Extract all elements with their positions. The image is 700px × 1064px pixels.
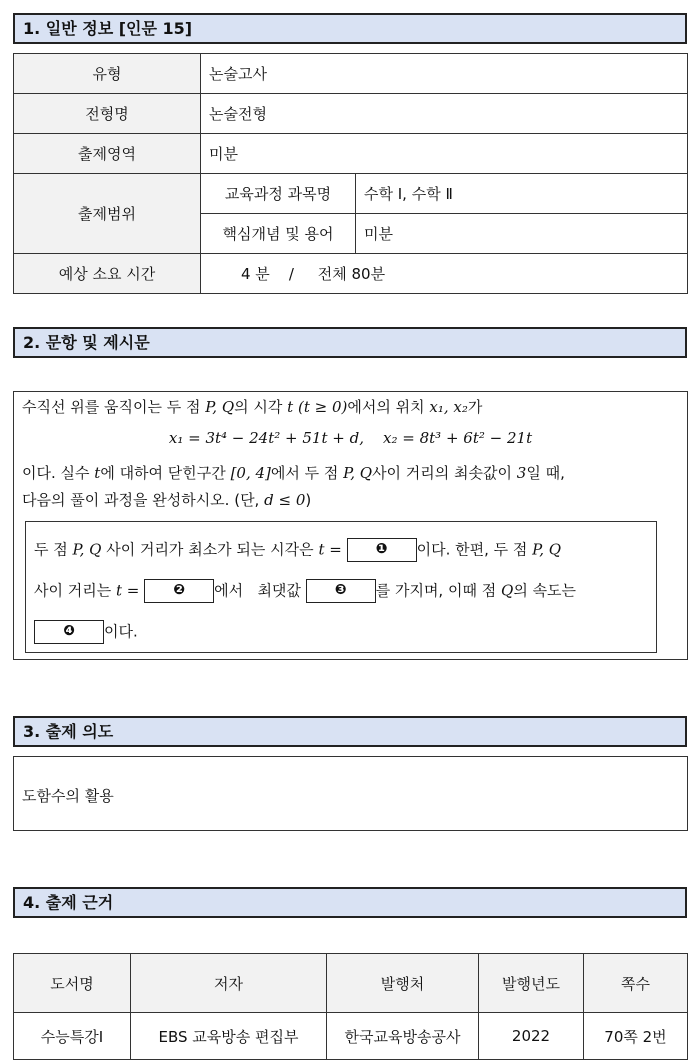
math: P, Q	[532, 540, 562, 559]
math: P, Q	[72, 540, 102, 559]
text: 다음의 풀이 과정을 완성하시오. (단,	[22, 491, 260, 509]
concept-value: 미분	[356, 214, 688, 254]
course-label: 교육과정 과목명	[201, 174, 356, 214]
text: 에서 최댓값	[214, 581, 301, 600]
math: t	[94, 464, 101, 482]
answer-line-3	[34, 620, 138, 644]
section-2-header: 2. 문항 및 제시문	[13, 327, 687, 358]
answer-blank-2[interactable]: ❷	[144, 579, 214, 603]
text: 두 점	[34, 540, 68, 559]
math: [0, 4]	[230, 464, 271, 482]
cell-page: 70쪽 2번	[584, 1013, 688, 1060]
source-table	[13, 953, 688, 1060]
text: 의 시각	[234, 398, 283, 416]
type-value: 논술고사	[201, 54, 688, 94]
text: 이다.	[104, 622, 138, 641]
text: 이다. 한편, 두 점	[416, 540, 528, 559]
header-publisher: 발행처	[327, 954, 479, 1013]
answer-blank-1[interactable]: ❶	[347, 538, 417, 562]
text: )	[305, 491, 312, 509]
type-label: 유형	[14, 54, 201, 94]
cell-year: 2022	[479, 1013, 584, 1060]
math: t =	[116, 581, 140, 600]
name-value: 논술전형	[201, 94, 688, 134]
answer-box	[25, 521, 657, 653]
math: P, Q	[343, 464, 373, 482]
area-value: 미분	[201, 134, 688, 174]
answer-line-2	[34, 579, 576, 603]
problem-line-4	[22, 489, 311, 510]
cell-publisher: 한국교육방송공사	[327, 1013, 479, 1060]
header-page: 쪽수	[584, 954, 688, 1013]
section-3-header: 3. 출제 의도	[13, 716, 687, 747]
concept-label: 핵심개념 및 용어	[201, 214, 356, 254]
math: t (t ≥ 0)	[287, 398, 348, 416]
answer-blank-3[interactable]: ❸	[306, 579, 376, 603]
section-4-header: 4. 출제 근거	[13, 887, 687, 918]
header-author: 저자	[131, 954, 327, 1013]
problem-line-1	[22, 396, 482, 417]
course-value: 수학 Ⅰ, 수학 Ⅱ	[356, 174, 688, 214]
time-value: 4 분 / 전체 80분	[201, 254, 688, 294]
section-1-header: 1. 일반 정보 [인문 15]	[13, 13, 687, 44]
math: P, Q	[205, 398, 235, 416]
math: t =	[318, 540, 342, 559]
text: 수직선 위를 움직이는 두 점	[22, 398, 201, 416]
math: x₁, x₂	[429, 398, 468, 416]
text: 에 대하여 닫힌구간	[100, 464, 226, 482]
cell-book: 수능특강Ⅰ	[14, 1013, 131, 1060]
equation: x₁ = 3t⁴ − 24t² + 51t + d, x₂ = 8t³ + 6t² − 21t	[168, 429, 533, 447]
math: Q	[501, 581, 514, 600]
math: d ≤ 0	[264, 491, 306, 509]
time-label: 예상 소요 시간	[14, 254, 201, 294]
intent-box	[13, 756, 688, 831]
range-label: 출제범위	[14, 174, 201, 254]
intent-text: 도함수의 활용	[22, 787, 114, 805]
text: 사이 거리는	[34, 581, 112, 600]
name-label: 전형명	[14, 94, 201, 134]
text: 사이 거리가 최소가 되는 시각은	[106, 540, 314, 559]
text: 의 속도는	[513, 581, 577, 600]
general-info-table	[13, 53, 688, 294]
text: 사이 거리의 최솟값이	[372, 464, 513, 482]
text: 일 때,	[526, 464, 565, 482]
text: 에서의 위치	[347, 398, 425, 416]
text: 에서 두 점	[270, 464, 339, 482]
text: 를 가지며, 이때 점	[375, 581, 497, 600]
answer-blank-4[interactable]: ❹	[34, 620, 104, 644]
problem-line-3	[22, 462, 565, 483]
area-label: 출제영역	[14, 134, 201, 174]
math: 3	[516, 464, 527, 482]
text: 가	[467, 398, 483, 416]
cell-author: EBS 교육방송 편집부	[131, 1013, 327, 1060]
text: 이다. 실수	[22, 464, 90, 482]
header-book: 도서명	[14, 954, 131, 1013]
header-year: 발행년도	[479, 954, 584, 1013]
answer-line-1	[34, 538, 561, 562]
